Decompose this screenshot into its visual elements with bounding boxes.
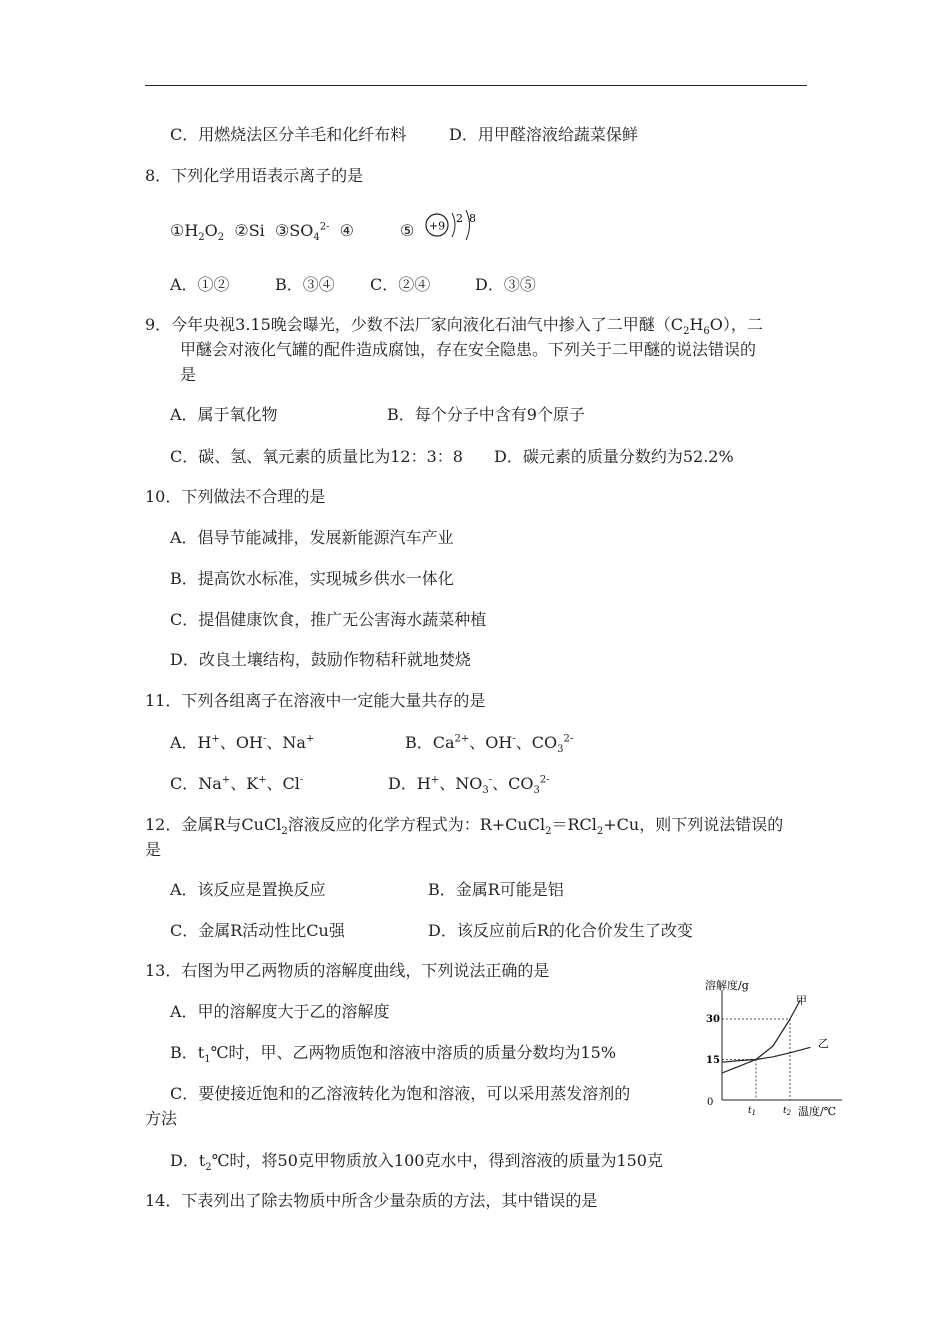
q12-option-a: A．该反应是置换反应 — [170, 880, 326, 899]
q10-stem: 10．下列做法不合理的是 — [145, 487, 326, 506]
q9-option-b: B．每个分子中含有9个原子 — [387, 405, 585, 424]
q11-option-a: A．H+、OH-、Na+ — [170, 733, 315, 752]
curve-jia — [722, 1000, 800, 1073]
q9-stem-line3: 是 — [180, 365, 197, 384]
q11-option-c: C．Na+、K+、Cl- — [170, 774, 304, 793]
q8-option-b: B．③④ — [275, 275, 335, 294]
q7-option-d: D．用甲醛溶液给蔬菜保鲜 — [449, 125, 638, 144]
q12-stem-line1: 12．金属R与CuCl$_2$溶液反应的化学方程式为：R+CuCl$_2$＝RCl$_2$+Cu，则下列说法错误的 — [145, 815, 784, 838]
header-rule — [145, 85, 807, 86]
nucleus-charge: +9 — [428, 219, 446, 233]
q13-option-b: B．$t_1℃$时，甲、乙两物质饱和溶液中溶质的质量分数均为15% — [170, 1043, 617, 1066]
q14-stem: 14．下表列出了除去物质中所含少量杂质的方法，其中错误的是 — [145, 1191, 598, 1210]
shell1-count: 2 — [456, 212, 463, 225]
q13-option-a: A．甲的溶解度大于乙的溶解度 — [170, 1002, 390, 1021]
curve-yi — [722, 1047, 810, 1062]
q13-option-c: C．要使接近饱和的乙溶液转化为饱和溶液，可以采用蒸发溶剂的 — [170, 1084, 631, 1103]
q12-option-b: B．金属R可能是铝 — [428, 880, 564, 899]
q12-option-d: D．该反应前后R的化合价发生了改变 — [428, 921, 693, 940]
q8-option-d: D．③⑤ — [475, 275, 536, 294]
q12-option-c: C．金属R活动性比Cu强 — [170, 921, 345, 940]
q11-stem: 11．下列各组离子在溶液中一定能大量共存的是 — [145, 691, 486, 710]
q9-stem-line1: 9．今年央视3.15晚会曝光，少数不法厂家向液化石油气中掺入了二甲醚$(C_2H_6O)$，二 — [145, 315, 763, 338]
x-tick-t1: $t_1$ — [748, 1106, 757, 1117]
q13-option-d: D．$t_2℃$时，将50克甲物质放入100克水中，得到溶液的质量为150克 — [170, 1151, 663, 1174]
q11-option-b: B．$Ca^{2+}$、OH-、$CO_3^{2-}$ — [405, 733, 574, 756]
q10-option-c: C．提倡健康饮食，推广无公害海水蔬菜种植 — [170, 610, 487, 629]
y-tick-15: 15 — [706, 1055, 720, 1066]
q11-option-d: D．H+、$NO_3^-$、$CO_3^{2-}$ — [388, 774, 550, 797]
q8-option-a: A．①② — [170, 275, 230, 294]
q10-option-a: A．倡导节能减排，发展新能源汽车产业 — [170, 528, 454, 547]
x-tick-t2: $t_2$ — [783, 1106, 792, 1117]
curves — [722, 1000, 810, 1073]
solubility-chart — [702, 972, 852, 1122]
q8-option-c: C．②④ — [370, 275, 431, 294]
legend-label-yi: 乙 — [818, 1037, 829, 1050]
q10-option-d: D．改良土壤结构，鼓励作物秸秆就地焚烧 — [170, 650, 471, 669]
q8-items: $①H_2O_2$ ②Si $③SO_4^{2-}$ ④ — [170, 221, 354, 244]
y-tick-0: 0 — [707, 1097, 714, 1108]
q9-stem-line2: 甲醚会对液化气罐的配件造成腐蚀，存在安全隐患。下列关于二甲醚的说法错误的 — [180, 340, 757, 359]
q13-option-c-cont: 方法 — [145, 1109, 178, 1128]
q9-option-d: D．碳元素的质量分数约为52.2% — [494, 447, 734, 466]
shell2-count: 8 — [469, 212, 476, 225]
q9-option-c: C．碳、氢、氧元素的质量比为12：3：8 — [170, 447, 463, 466]
q8-item5-label: ⑤ — [400, 221, 415, 240]
x-axis-label: 温度/℃ — [798, 1105, 837, 1118]
electron-shell-1 — [452, 213, 455, 237]
q8-stem: 8．下列化学用语表示离子的是 — [145, 166, 364, 185]
q13-stem: 13．右图为甲乙两物质的溶解度曲线，下列说法正确的是 — [145, 961, 550, 980]
q12-stem-line2: 是 — [145, 840, 162, 859]
q7-option-c: C．用燃烧法区分羊毛和化纤布料 — [170, 125, 407, 144]
y-axis-label: 溶解度/g — [705, 979, 749, 992]
atom-structure-diagram — [418, 205, 482, 249]
q10-option-b: B．提高饮水标准，实现城乡供水一体化 — [170, 569, 454, 588]
legend-label-jia: 甲 — [796, 994, 807, 1007]
q9-option-a: A．属于氧化物 — [170, 405, 278, 424]
y-tick-30: 30 — [706, 1014, 720, 1025]
